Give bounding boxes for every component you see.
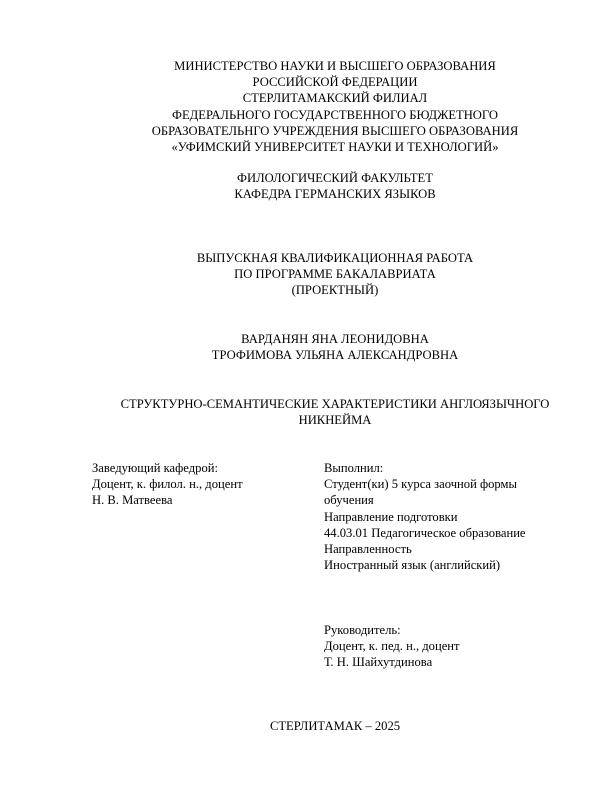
- author-name: ВАРДАНЯН ЯНА ЛЕОНИДОВНА: [241, 332, 429, 346]
- performer-line: обучения: [324, 493, 374, 508]
- head-name: Н. В. Матвеева: [92, 493, 173, 508]
- topic-line: НИКНЕЙМА: [298, 413, 372, 428]
- faculty-block: [40, 170, 612, 202]
- performer-block: [324, 460, 526, 573]
- performer-line: Студент(ки) 5 курса заочной формы: [324, 477, 517, 492]
- head-label: Заведующий кафедрой:: [92, 461, 218, 475]
- ministry-line: ФЕДЕРАЛЬНОГО ГОСУДАРСТВЕННОГО БЮДЖЕТНОГО: [172, 107, 498, 122]
- ministry-line: МИНИСТЕРСТВО НАУКИ И ВЫСШЕГО ОБРАЗОВАНИЯ: [174, 59, 496, 73]
- supervisor-block: [324, 622, 460, 671]
- performer-line: Направление подготовки: [324, 509, 458, 524]
- ministry-line: ОБРАЗОВАТЕЛЬНГО УЧРЕЖДЕНИЯ ВЫСШЕГО ОБРАЗОВАНИЯ: [151, 123, 519, 138]
- ministry-line: СТЕРЛИТАМАКСКИЙ ФИЛИАЛ: [242, 91, 428, 106]
- performer-line: 44.03.01 Педагогическое образование: [324, 525, 526, 540]
- performer-label: Выполнил:: [324, 461, 384, 475]
- work-type-line: ВЫПУСКНАЯ КВАЛИФИКАЦИОННАЯ РАБОТА: [196, 251, 474, 265]
- city-year: СТЕРЛИТАМАК – 2025: [269, 719, 401, 733]
- ministry-line: РОССИЙСКОЙ ФЕДЕРАЦИИ: [252, 75, 418, 90]
- supervisor-name: Т. Н. Шайхутдинова: [324, 655, 433, 670]
- authors-block: [40, 331, 612, 363]
- faculty-name: ФИЛОЛОГИЧЕСКИЙ ФАКУЛЬТЕТ: [237, 171, 433, 185]
- head-of-department-block: [92, 460, 243, 509]
- topic-line: СТРУКТУРНО-СЕМАНТИЧЕСКИЕ ХАРАКТЕРИСТИКИ АНГЛОЯЗЫЧНОГО: [120, 397, 550, 411]
- city-year-footer: [40, 718, 612, 734]
- department-name: КАФЕДРА ГЕРМАНСКИХ ЯЗЫКОВ: [234, 187, 436, 202]
- performer-line: Направленность: [324, 542, 412, 557]
- work-type-block: [40, 250, 612, 299]
- author-name: ТРОФИМОВА УЛЬЯНА АЛЕКСАНДРОВНА: [211, 348, 459, 363]
- supervisor-position: Доцент, к. пед. н., доцент: [324, 639, 460, 654]
- topic-block: [40, 396, 612, 428]
- ministry-line: «УФИМСКИЙ УНИВЕРСИТЕТ НАУКИ И ТЕХНОЛОГИЙ»: [171, 140, 499, 155]
- head-position: Доцент, к. филол. н., доцент: [92, 477, 243, 492]
- work-type-line: ПО ПРОГРАММЕ БАКАЛАВРИАТА: [234, 267, 436, 282]
- ministry-header: [40, 58, 612, 155]
- performer-line: Иностранный язык (английский): [324, 558, 501, 573]
- work-type-line: (ПРОЕКТНЫЙ): [291, 283, 379, 298]
- supervisor-label: Руководитель:: [324, 623, 401, 637]
